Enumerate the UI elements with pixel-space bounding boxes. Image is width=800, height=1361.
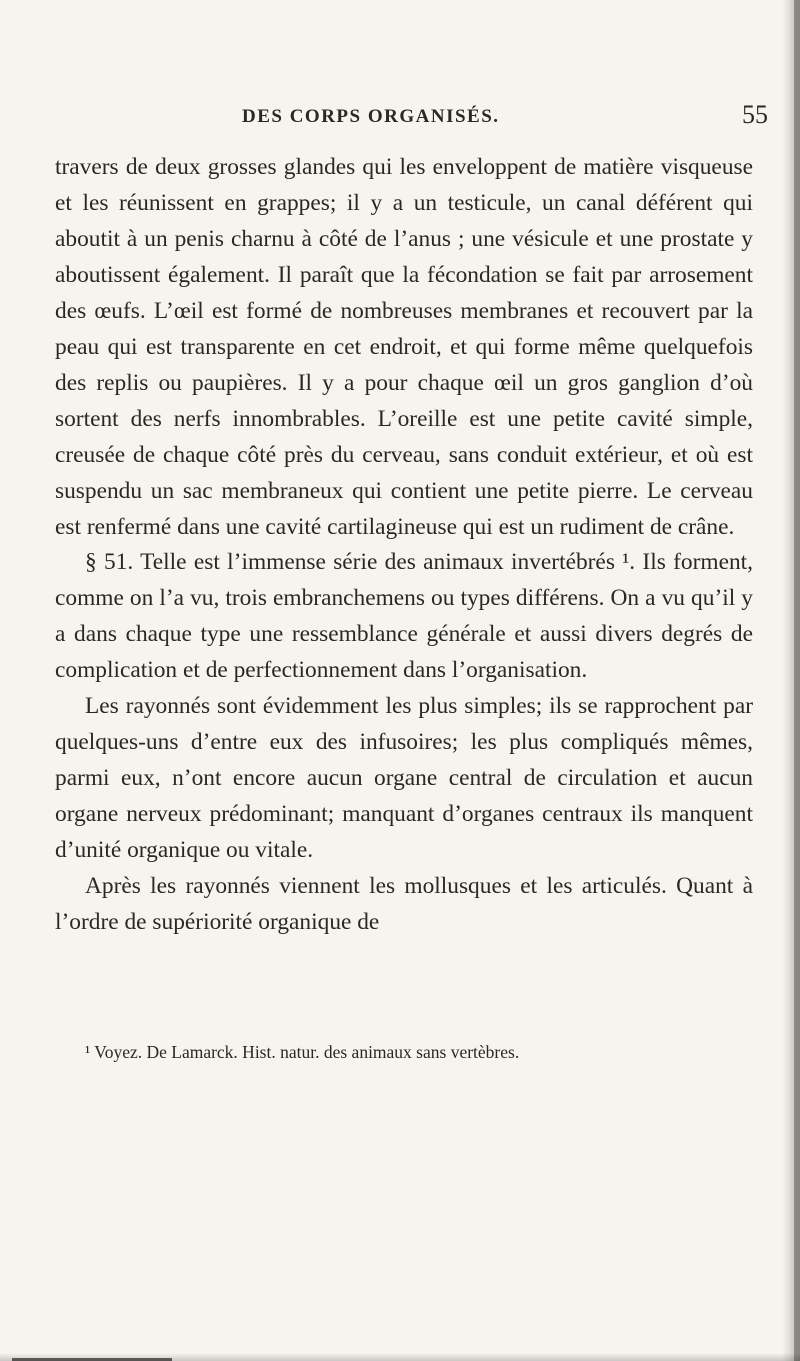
page-header [0, 102, 800, 140]
page-number: 55 [742, 100, 768, 129]
paragraph-section-51: § 51. Telle est l’immense série des animaux invertébrés ¹. Ils forment, comme on l’a vu, trois embranchemens ou types différens. On a vu qu’il y a dans chaque type une ressemblance générale et aussi divers degrés de complication et de perfectionnement dans l’organisation. [55, 549, 753, 684]
page-edge [794, 0, 800, 1361]
footnote-block [55, 1039, 753, 1065]
footnote: ¹ Voyez. De Lamarck. Hist. natur. des animaux sans vertèbres. [85, 1042, 520, 1062]
paragraph-continuation: travers de deux grosses glandes qui les enveloppent de matière visqueuse et les réunissent en grappes; il y a un testicule, un canal déférent qui aboutit à un penis charnu à côté de l’anus ; une vésicule et une prostate y aboutissent également. Il paraît que la fécondation se fait par arrosement des œufs. L’œil est formé de nombreuses membranes et recouvert par la peau qui est transparente en cet endroit, et qui forme même quelquefois des replis ou paupières. Il y a pour chaque œil un gros ganglion d’où sortent des nerfs innombrables. L’oreille est une petite cavité simple, creusée de chaque côté près du cerveau, sans conduit extérieur, et où est suspendu un sac membraneux qui contient une petite pierre. Le cerveau est renfermé dans une cavité cartilagineuse qui est un rudiment de crâne. [55, 154, 753, 540]
paragraph-rayonnes: Les rayonnés sont évidemment les plus simples; ils se rapprochent par quelques-uns d’entre eux des infusoires; les plus compliqués mêmes, parmi eux, n’ont encore aucun organe central de circulation et aucun organe nerveux prédominant; manquant d’organes centraux ils manquent d’unité organique ou vitale. [55, 693, 753, 864]
body-text [55, 150, 753, 941]
paragraph-mollusques: Après les rayonnés viennent les mollusques et les articulés. Quant à l’ordre de supériorité organique de [55, 873, 753, 936]
running-head: DES CORPS ORGANISÉS. [242, 106, 500, 127]
